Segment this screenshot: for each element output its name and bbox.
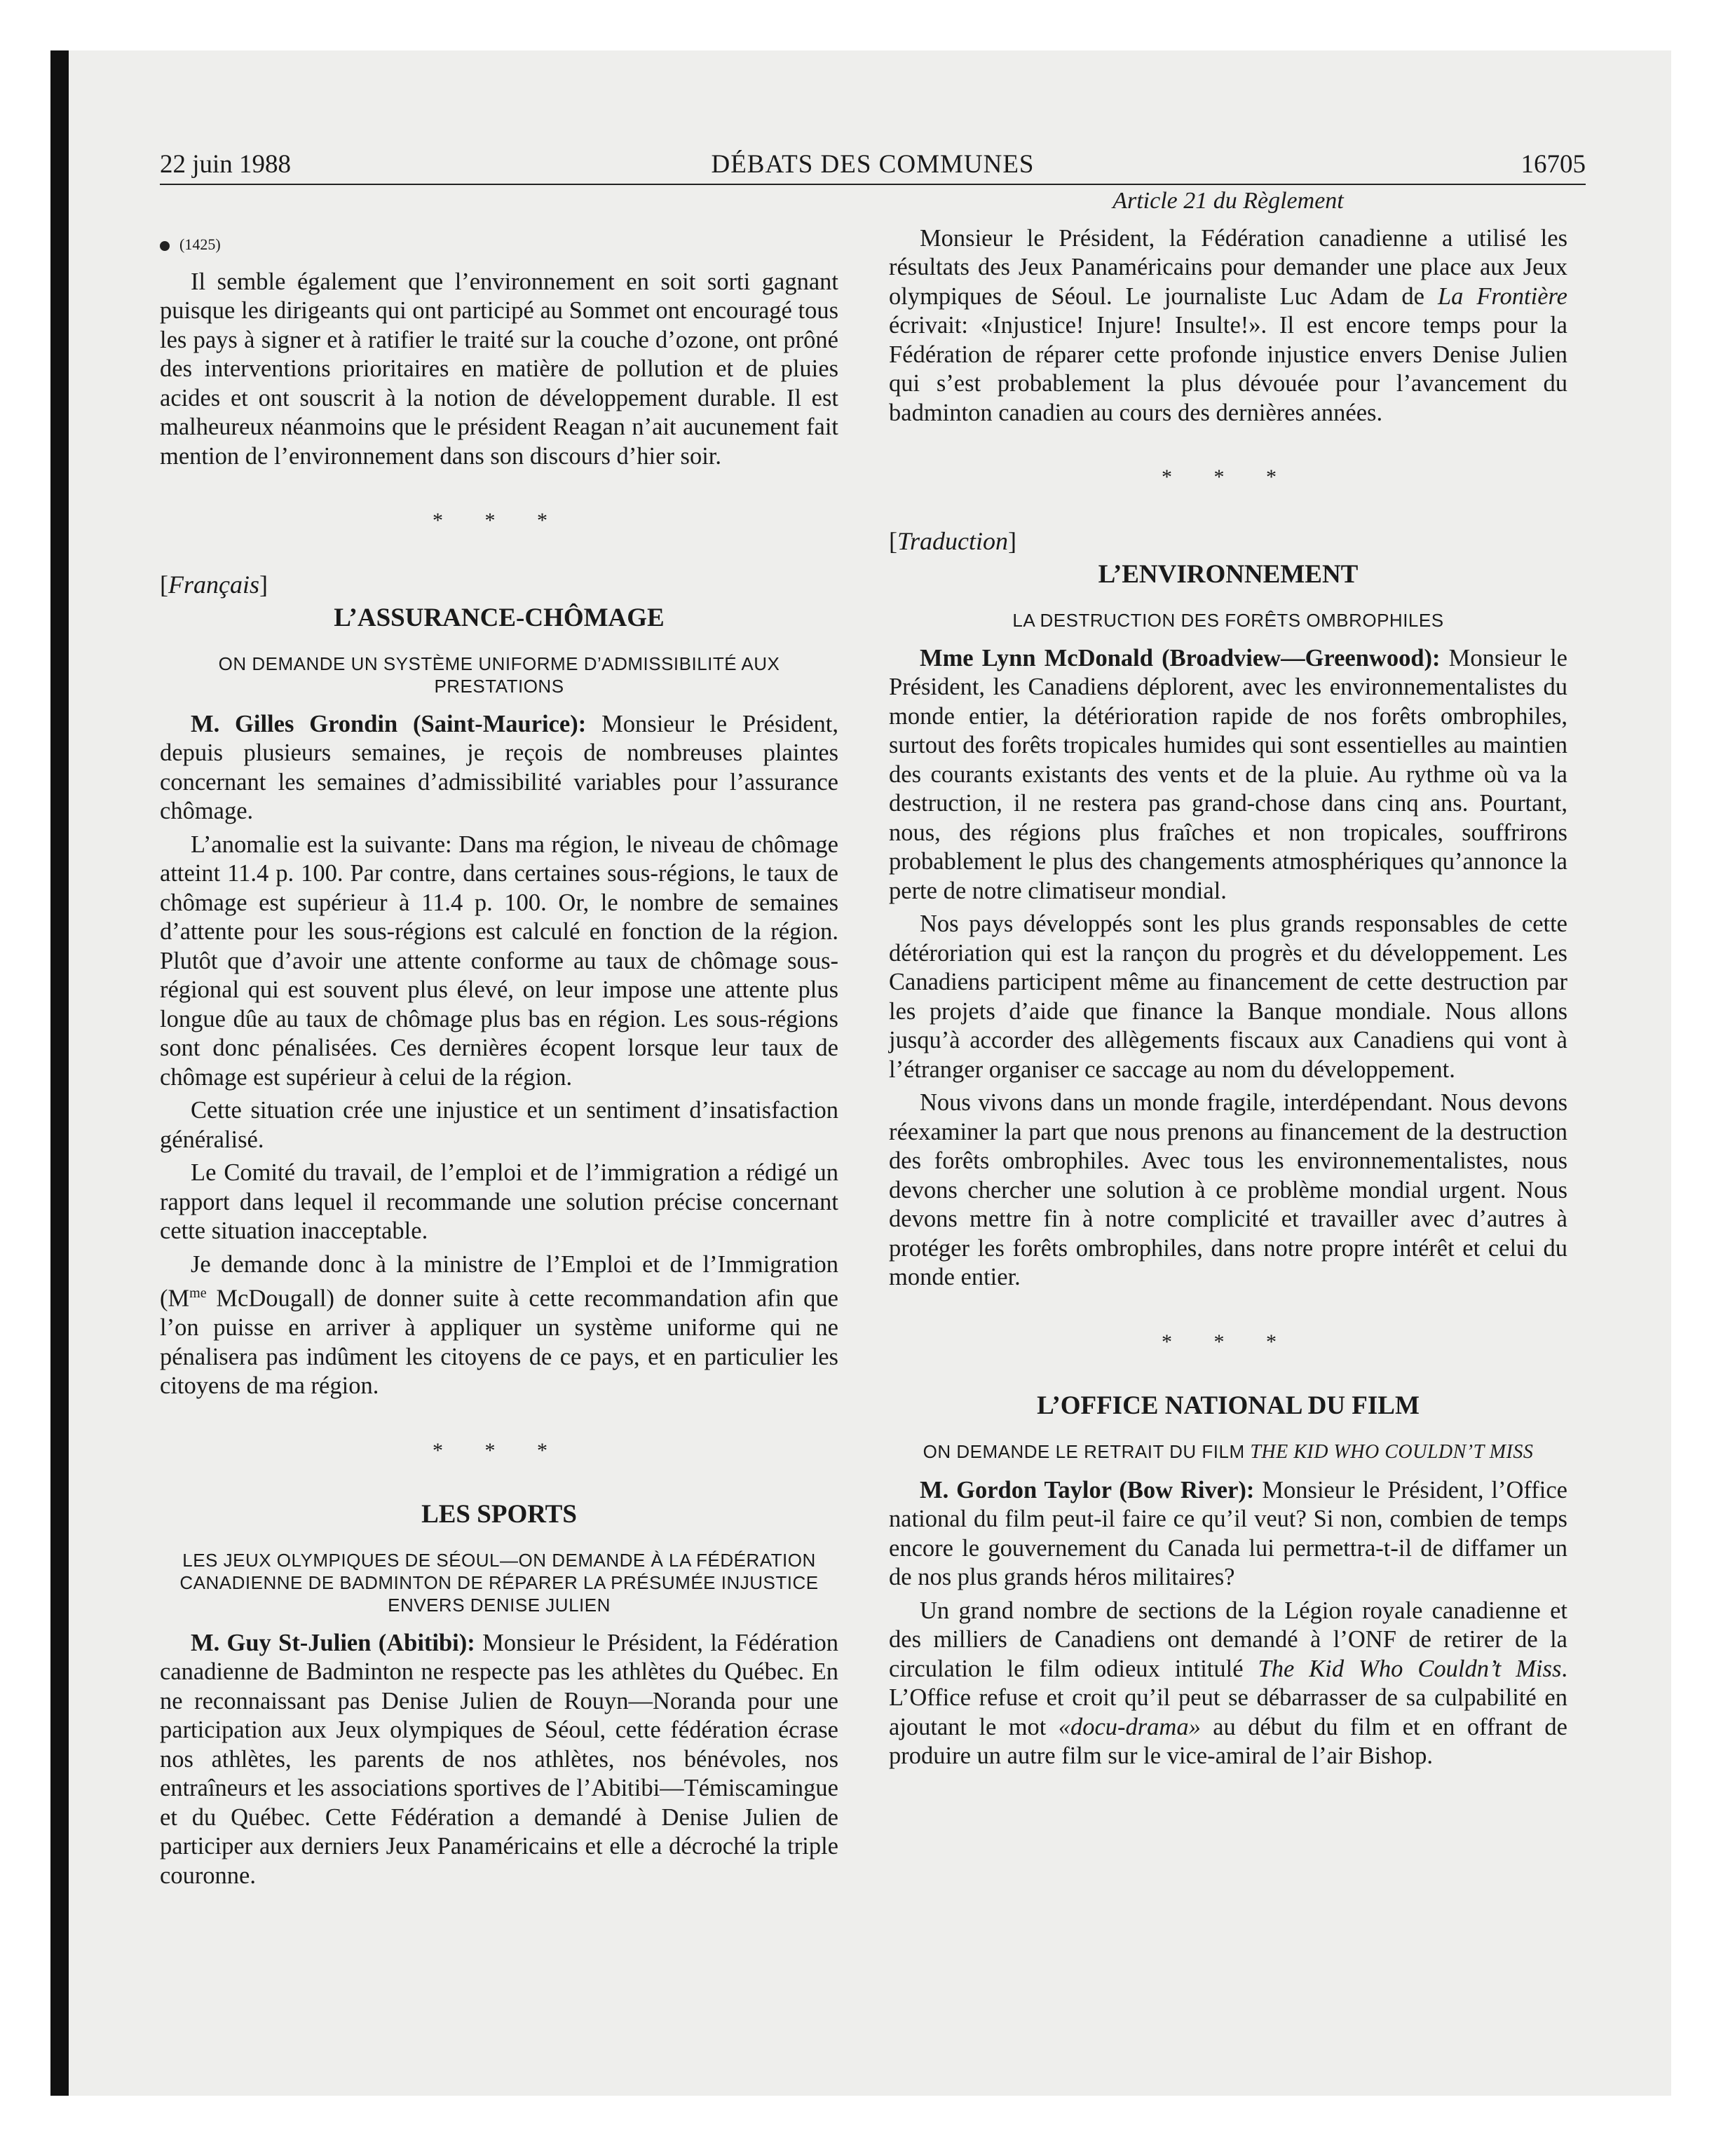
speech-paragraph: Je demande donc à la ministre de l’Emploi et de l’Immigration ($M^{me}$ McDougall) de donner suite à cette recommandation afin que l’on puisse en arriver à appliquer un système uniforme qui ne pénalisera pas indûment les citoyens de ce pays, et en particulier les citoyens de ma région. (160, 1250, 838, 1399)
right-column (889, 188, 1568, 1771)
section-separator: * * * (1162, 1330, 1295, 1353)
speech-paragraph: Nos pays développés sont les plus grands responsables de cette détéroriation qui est la rançon du progrès et du développement. Les Canadiens participent même au financement de cette destruction par les projets d’aide que finance la Banque mondiale. Nous allons jusqu’à accorder des allègements fiscaux aux Canadiens qui vont à l’étranger organiser ce saccage au nom du développement. (889, 910, 1567, 1083)
language-tag: [Français] (160, 570, 268, 599)
time-marker-text: (1425) (179, 236, 221, 253)
speech-paragraph: Un grand nombre de sections de la Légion royale canadienne et des milliers de Canadiens ont demandé à l’ONF de retirer de la circulation le film odieux intitulé The Kid Who Couldn’t Miss. L’Office refuse et croit qu’il peut se débarrasser de sa culpabilité en ajoutant le mot «docu-drama» au début du film et en offrant de produire un autre film sur le vice-amiral de l’air Bishop. (889, 1597, 1568, 1769)
section-title: L’ENVIRONNEMENT (1098, 560, 1359, 589)
left-column (160, 196, 838, 1890)
speech-paragraph: Le Comité du travail, de l’emploi et de l’immigration a rédigé un rapport dans lequel il recommande une solution précise concernant cette situation inacceptable. (160, 1159, 838, 1244)
running-head: Article 21 du Règlement (1113, 188, 1344, 214)
bullet-icon (160, 241, 170, 251)
time-marker (160, 230, 838, 259)
newspaper-title: La Frontière (1437, 282, 1567, 310)
film-title: THE KID WHO COULDN’T MISS (1250, 1440, 1534, 1463)
speech-paragraph: Nous vivons dans un monde fragile, interdépendant. Nous devons réexaminer la part que nous prenons au financement de la destruction des forêts ombrophiles. Avec tous les environnementalistes, nous devons chercher une solution à ce problème mondial urgent. Nous devons mettre fin à notre complicité et travailler avec d’autres à protéger les forêts ombrophiles, dans notre propre intérêt et celui du monde entier. (889, 1089, 1567, 1290)
speaker-name: M. Gordon Taylor (Bow River): (920, 1476, 1255, 1503)
section-title: LES SPORTS (421, 1500, 577, 1529)
speaker-name: M. Gilles Grondin (Saint-Maurice): (191, 710, 587, 737)
speech-paragraph: Monsieur le Président, la Fédération canadienne a utilisé les résultats des Jeux Panaméricains pour demander une place aux Jeux olympiques de Séoul. Le journaliste Luc Adam de La Frontière écrivait: «Injustice! Injure! Insulte!». Il est encore temps pour la Fédération de réparer cette profonde injustice envers Denise Julien qui s’est probablement la plus dévouée pour l’avancement du badminton canadien au cours des dernières années. (889, 224, 1567, 426)
header-date: 22 juin 1988 (160, 150, 292, 179)
speech-paragraph: Cette situation crée une injustice et un sentiment d’insatisfaction généralisé. (160, 1097, 838, 1153)
speech-paragraph: L’anomalie est la suivante: Dans ma région, le niveau de chômage atteint 11.4 p. 100. Par contre, dans certaines sous-régions, le taux de chômage est supérieur à 11.4 p. 100. Or, le nombre de semaines d’attente pour les sous-régions est calculé en fonction de la région. Plutôt que d’avoir une attente conforme au taux de chômage sous-régional qui est souvent plus élevé, on leur impose une attente plus longue dûe au taux de chômage plus bas en région. Les sous-régions sont donc pénalisées. Ces dernières écopent lorsque leur taux de chômage est supérieur à celui de la région. (160, 831, 838, 1091)
paragraph-environment: Il semble également que l’environnement en soit sorti gagnant puisque les dirigeants qui ont participé au Sommet ont encouragé tous les pays à signer et à ratifier le traité sur la couche d’ozone, ont prôné des interventions prioritaires en matière de pollution et de pluies acides et ont souscrit à la notion de développement durable. Il est malheureux néanmoins que le président Reagan n’ait aucunement fait mention de l’environnement dans son discours d’hier soir. (160, 268, 838, 470)
speech-paragraph: M. Gilles Grondin (Saint-Maurice): Monsieur le Président, depuis plusieurs semaines, je reçois de nombreuses plaintes concernant les semaines d’admissibilité variables pour l’assurance chômage. (160, 710, 838, 824)
speaker-name: M. Guy St-Julien (Abitibi): (191, 1629, 475, 1656)
speech-paragraph: Mme Lynn McDonald (Broadview—Greenwood): Monsieur le Président, les Canadiens déplorent, avec les environnementalistes du monde entier, la détérioration rapide de nos forêts ombrophiles, surtout des forêts tropicales humides qui sont essentielles au maintien des courants existants des vents et de la pluie. Au rythme où va la destruction, il ne restera pas grand-chose dans cinq ans. Pourtant, nous, des régions plus fraîches et non tropicales, souffrirons probablement le plus des changements atmosphériques qu’annonce la perte de notre climatiseur mondial. (889, 644, 1567, 904)
section-subtitle: ON DEMANDE LE RETRAIT DU FILM THE KID WHO COULDN’T MISS (923, 1440, 1534, 1463)
section-subtitle: LES JEUX OLYMPIQUES DE SÉOUL—ON DEMANDE À LA FÉDÉRATION CANADIENNE DE BADMINTON DE RÉPARER LA PRÉSUMÉE INJUSTICE ENVERS DENISE JULIEN (179, 1549, 819, 1616)
header-title: DÉBATS DES COMMUNES (711, 150, 1035, 179)
speaker-name: Mme Lynn McDonald (Broadview—Greenwood): (920, 644, 1441, 671)
header-page-number: 16705 (1520, 150, 1586, 179)
speech-paragraph: M. Guy St-Julien (Abitibi): Monsieur le Président, la Fédération canadienne de Badminton ne respecte pas les athlètes du Québec. En ne reconnaissant pas Denise Julien de Rouyn—Noranda pour une participation aux Jeux olympiques de Séoul, cette fédération écrase nos athlètes, les parents de nos athlètes, nos bénévoles, nos entraîneurs et les associations sportives de l’Abitibi—Témiscamingue et du Québec. Cette Fédération a demandé à Denise Julien de participer aux derniers Jeux Panaméricains et elle a décroché la triple couronne. (160, 1629, 839, 1889)
language-tag: [Traduction] (889, 526, 1017, 555)
section-subtitle: LA DESTRUCTION DES FORÊTS OMBROPHILES (1012, 609, 1444, 631)
section-separator: * * * (433, 509, 566, 532)
scan-edge (50, 50, 69, 2096)
section-separator: * * * (433, 1438, 566, 1462)
section-separator: * * * (1162, 465, 1295, 489)
section-title: L’OFFICE NATIONAL DU FILM (1037, 1391, 1420, 1420)
speech-paragraph: M. Gordon Taylor (Bow River): Monsieur le Président, l’Office national du film peut-il faire ce qu’il veut? Si non, combien de temps encore le gouvernement du Canada lui permettra-t-il de diffamer un de nos plus grands héros militaires? (889, 1476, 1567, 1590)
film-title: The Kid Who Couldn’t Miss (1258, 1655, 1562, 1682)
term: «docu-drama» (1058, 1713, 1201, 1740)
section-subtitle: ON DEMANDE UN SYSTÈME UNIFORME D’ADMISSIBILITÉ AUX PRESTATIONS (218, 653, 780, 697)
section-title: L’ASSURANCE-CHÔMAGE (334, 603, 665, 632)
page-header (160, 147, 1586, 185)
